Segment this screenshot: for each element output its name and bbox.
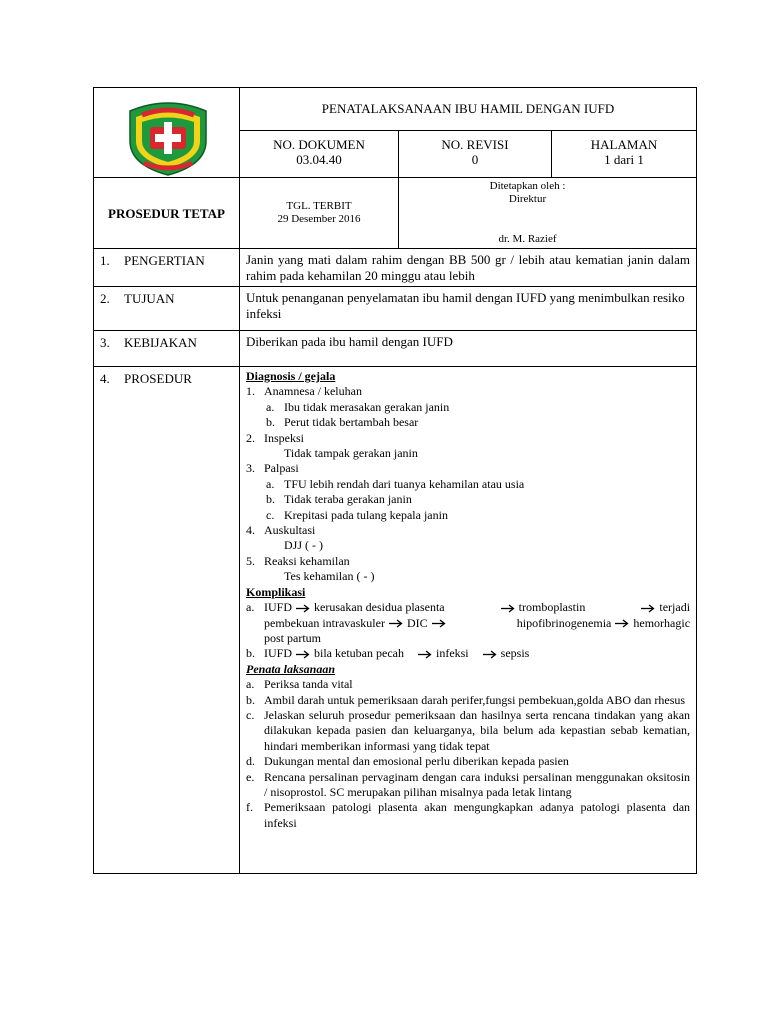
director-label: Direktur bbox=[508, 193, 547, 205]
list-item bbox=[246, 708, 690, 754]
list-marker: 1. bbox=[246, 384, 255, 399]
arrow-right-icon bbox=[432, 619, 446, 628]
list-marker: a. bbox=[266, 476, 275, 491]
flow-term: infeksi bbox=[435, 646, 469, 661]
list-marker: 3. bbox=[246, 461, 255, 476]
list-text: Pemeriksaan patologi plasenta akan mengungkapkan adanya patologi plasenta dan infeksi bbox=[264, 800, 691, 830]
policy-text: Diberikan pada ibu hamil dengan IUFD bbox=[240, 331, 697, 367]
section-label: TUJUAN bbox=[124, 291, 175, 306]
document-title: PENATALAKSANAAN IBU HAMIL DENGAN IUFD bbox=[240, 88, 697, 131]
list-item bbox=[246, 477, 690, 492]
list-text: Inspeksi bbox=[264, 430, 304, 445]
list-item bbox=[246, 677, 690, 692]
flow-term: kerusakan desidua plasenta bbox=[314, 600, 445, 615]
arrow-right-icon bbox=[483, 650, 497, 659]
page-value: 1 dari 1 bbox=[604, 151, 644, 167]
section-number: 2. bbox=[100, 291, 110, 306]
flow-term: bila ketuban pecah bbox=[314, 646, 404, 661]
complication-b bbox=[246, 646, 690, 661]
list-item bbox=[246, 770, 690, 801]
list-text: Reaksi kehamilan bbox=[264, 553, 350, 568]
management-heading: Penata laksanaan bbox=[246, 661, 336, 676]
list-text: TFU lebih rendah dari tuanya kehamilan atau usia bbox=[284, 476, 525, 491]
definition-text: Janin yang mati dalam rahim dengan BB 500 gr / lebih atau kematian janin dalam rahim pada kehamilan 20 minggu atau lebih bbox=[240, 249, 697, 287]
flow-term: tromboplastin bbox=[518, 600, 586, 615]
doc-number-cell bbox=[240, 130, 399, 177]
purpose-text: Untuk penanganan penyelamatan ibu hamil dengan IUFD yang menimbulkan resiko infeksi bbox=[240, 287, 697, 331]
doc-number-value: 03.04.40 bbox=[296, 151, 342, 167]
flow-term: terjadi bbox=[659, 600, 691, 615]
diagnosis-heading: Diagnosis / gejala bbox=[246, 369, 336, 383]
issue-date-label: TGL. TERBIT bbox=[286, 200, 352, 212]
arrow-right-icon bbox=[501, 604, 515, 613]
section-label: PROSEDUR bbox=[124, 371, 192, 386]
list-marker: b. bbox=[266, 415, 275, 430]
list-item bbox=[246, 400, 690, 415]
flow-term: DIC bbox=[406, 615, 428, 630]
section-4-label-cell bbox=[94, 367, 240, 874]
list-text: Auskultasi bbox=[264, 523, 316, 538]
list-marker: f. bbox=[246, 800, 253, 815]
doc-number-label: NO. DOKUMEN bbox=[273, 136, 365, 152]
list-item bbox=[246, 492, 690, 507]
flow-term: hemorhagic bbox=[633, 615, 691, 630]
logo-cell bbox=[94, 88, 240, 178]
page-label: HALAMAN bbox=[590, 136, 658, 152]
arrow-right-icon bbox=[418, 650, 432, 659]
section-number: 4. bbox=[100, 371, 110, 386]
flow-term: pembekuan intravaskuler bbox=[264, 615, 385, 630]
list-marker: a. bbox=[246, 600, 255, 615]
list-marker: c. bbox=[266, 507, 275, 522]
list-item bbox=[246, 461, 690, 476]
sop-document-table bbox=[93, 87, 697, 874]
approval-cell bbox=[399, 178, 697, 249]
list-marker: 2. bbox=[246, 430, 255, 445]
list-marker: c. bbox=[246, 707, 255, 722]
list-item bbox=[246, 415, 690, 430]
section-1-label-cell bbox=[94, 249, 240, 287]
arrow-right-icon bbox=[389, 619, 403, 628]
list-marker: 5. bbox=[246, 553, 255, 568]
section-label: PENGERTIAN bbox=[124, 253, 205, 268]
list-marker: 4. bbox=[246, 523, 255, 538]
section-label: KEBIJAKAN bbox=[124, 335, 197, 350]
list-detail: Tes kehamilan ( - ) bbox=[284, 569, 375, 584]
list-text: Jelaskan seluruh prosedur pemeriksaan dan hasilnya serta rencana tindakan yang akan dilakukan kepada pasien dan keluarganya, bila belum ada kepastian sebab kematian, hindari memberikan informasi yang tidak tepat bbox=[264, 707, 691, 753]
arrow-right-icon bbox=[296, 604, 310, 613]
flow-term: sepsis bbox=[500, 646, 530, 661]
list-marker: b. bbox=[246, 646, 255, 661]
signer-name: dr. M. Razief bbox=[498, 233, 557, 245]
arrow-right-icon bbox=[296, 650, 310, 659]
list-item bbox=[246, 431, 690, 446]
list-text: Krepitasi pada tulang kepala janin bbox=[284, 507, 448, 522]
list-item bbox=[246, 523, 690, 538]
arrow-right-icon bbox=[615, 619, 629, 628]
list-text: Dukungan mental dan emosional perlu diberikan kepada pasien bbox=[264, 754, 569, 769]
list-marker: d. bbox=[246, 754, 255, 769]
list-text: Anamnesa / keluhan bbox=[264, 384, 362, 399]
list-marker: e. bbox=[246, 769, 255, 784]
list-text: Rencana persalinan pervaginam dengan cara induksi persalinan menggunakan oksitosin / nisoprostol. SC merupakan pilihan misalnya pada letak lintang bbox=[264, 769, 691, 799]
list-detail: DJJ ( - ) bbox=[284, 538, 323, 553]
list-item bbox=[246, 693, 690, 708]
flow-term: IUFD bbox=[264, 646, 293, 661]
list-text: Ambil darah untuk pemeriksaan darah perifer,fungsi pembekuan,golda ABO dan rhesus bbox=[264, 692, 686, 707]
list-item bbox=[246, 554, 690, 569]
set-by-label: Ditetapkan oleh : bbox=[489, 180, 566, 192]
revision-cell bbox=[399, 130, 552, 177]
list-text: Periksa tanda vital bbox=[264, 677, 353, 692]
list-text: Palpasi bbox=[264, 461, 299, 476]
hospital-logo-icon bbox=[122, 97, 214, 177]
list-text: Perut tidak bertambah besar bbox=[284, 415, 419, 430]
complication-a bbox=[246, 600, 690, 646]
list-text: Tidak teraba gerakan janin bbox=[284, 492, 412, 507]
list-marker: b. bbox=[246, 692, 255, 707]
section-2-label-cell bbox=[94, 287, 240, 331]
list-text: Ibu tidak merasakan gerakan janin bbox=[284, 399, 450, 414]
list-item bbox=[246, 508, 690, 523]
list-item bbox=[246, 754, 690, 769]
list-marker: a. bbox=[246, 677, 255, 692]
complication-heading: Komplikasi bbox=[246, 584, 306, 599]
list-marker: b. bbox=[266, 492, 275, 507]
list-item bbox=[246, 384, 690, 399]
flow-term: IUFD bbox=[264, 600, 293, 615]
revision-label: NO. REVISI bbox=[441, 136, 509, 152]
section-number: 3. bbox=[100, 335, 110, 350]
list-item bbox=[246, 800, 690, 831]
flow-term: post partum bbox=[264, 630, 321, 645]
page-cell bbox=[552, 130, 697, 177]
section-3-label-cell bbox=[94, 331, 240, 367]
section-number: 1. bbox=[100, 253, 110, 268]
protap-label: PROSEDUR TETAP bbox=[94, 178, 240, 249]
list-detail: Tidak tampak gerakan janin bbox=[284, 446, 418, 461]
procedure-content bbox=[240, 367, 697, 874]
issue-date-value: 29 Desember 2016 bbox=[277, 213, 361, 225]
arrow-right-icon bbox=[641, 604, 655, 613]
revision-value: 0 bbox=[471, 151, 479, 167]
flow-term: hipofibrinogenemia bbox=[516, 615, 612, 630]
list-marker: a. bbox=[266, 399, 275, 414]
